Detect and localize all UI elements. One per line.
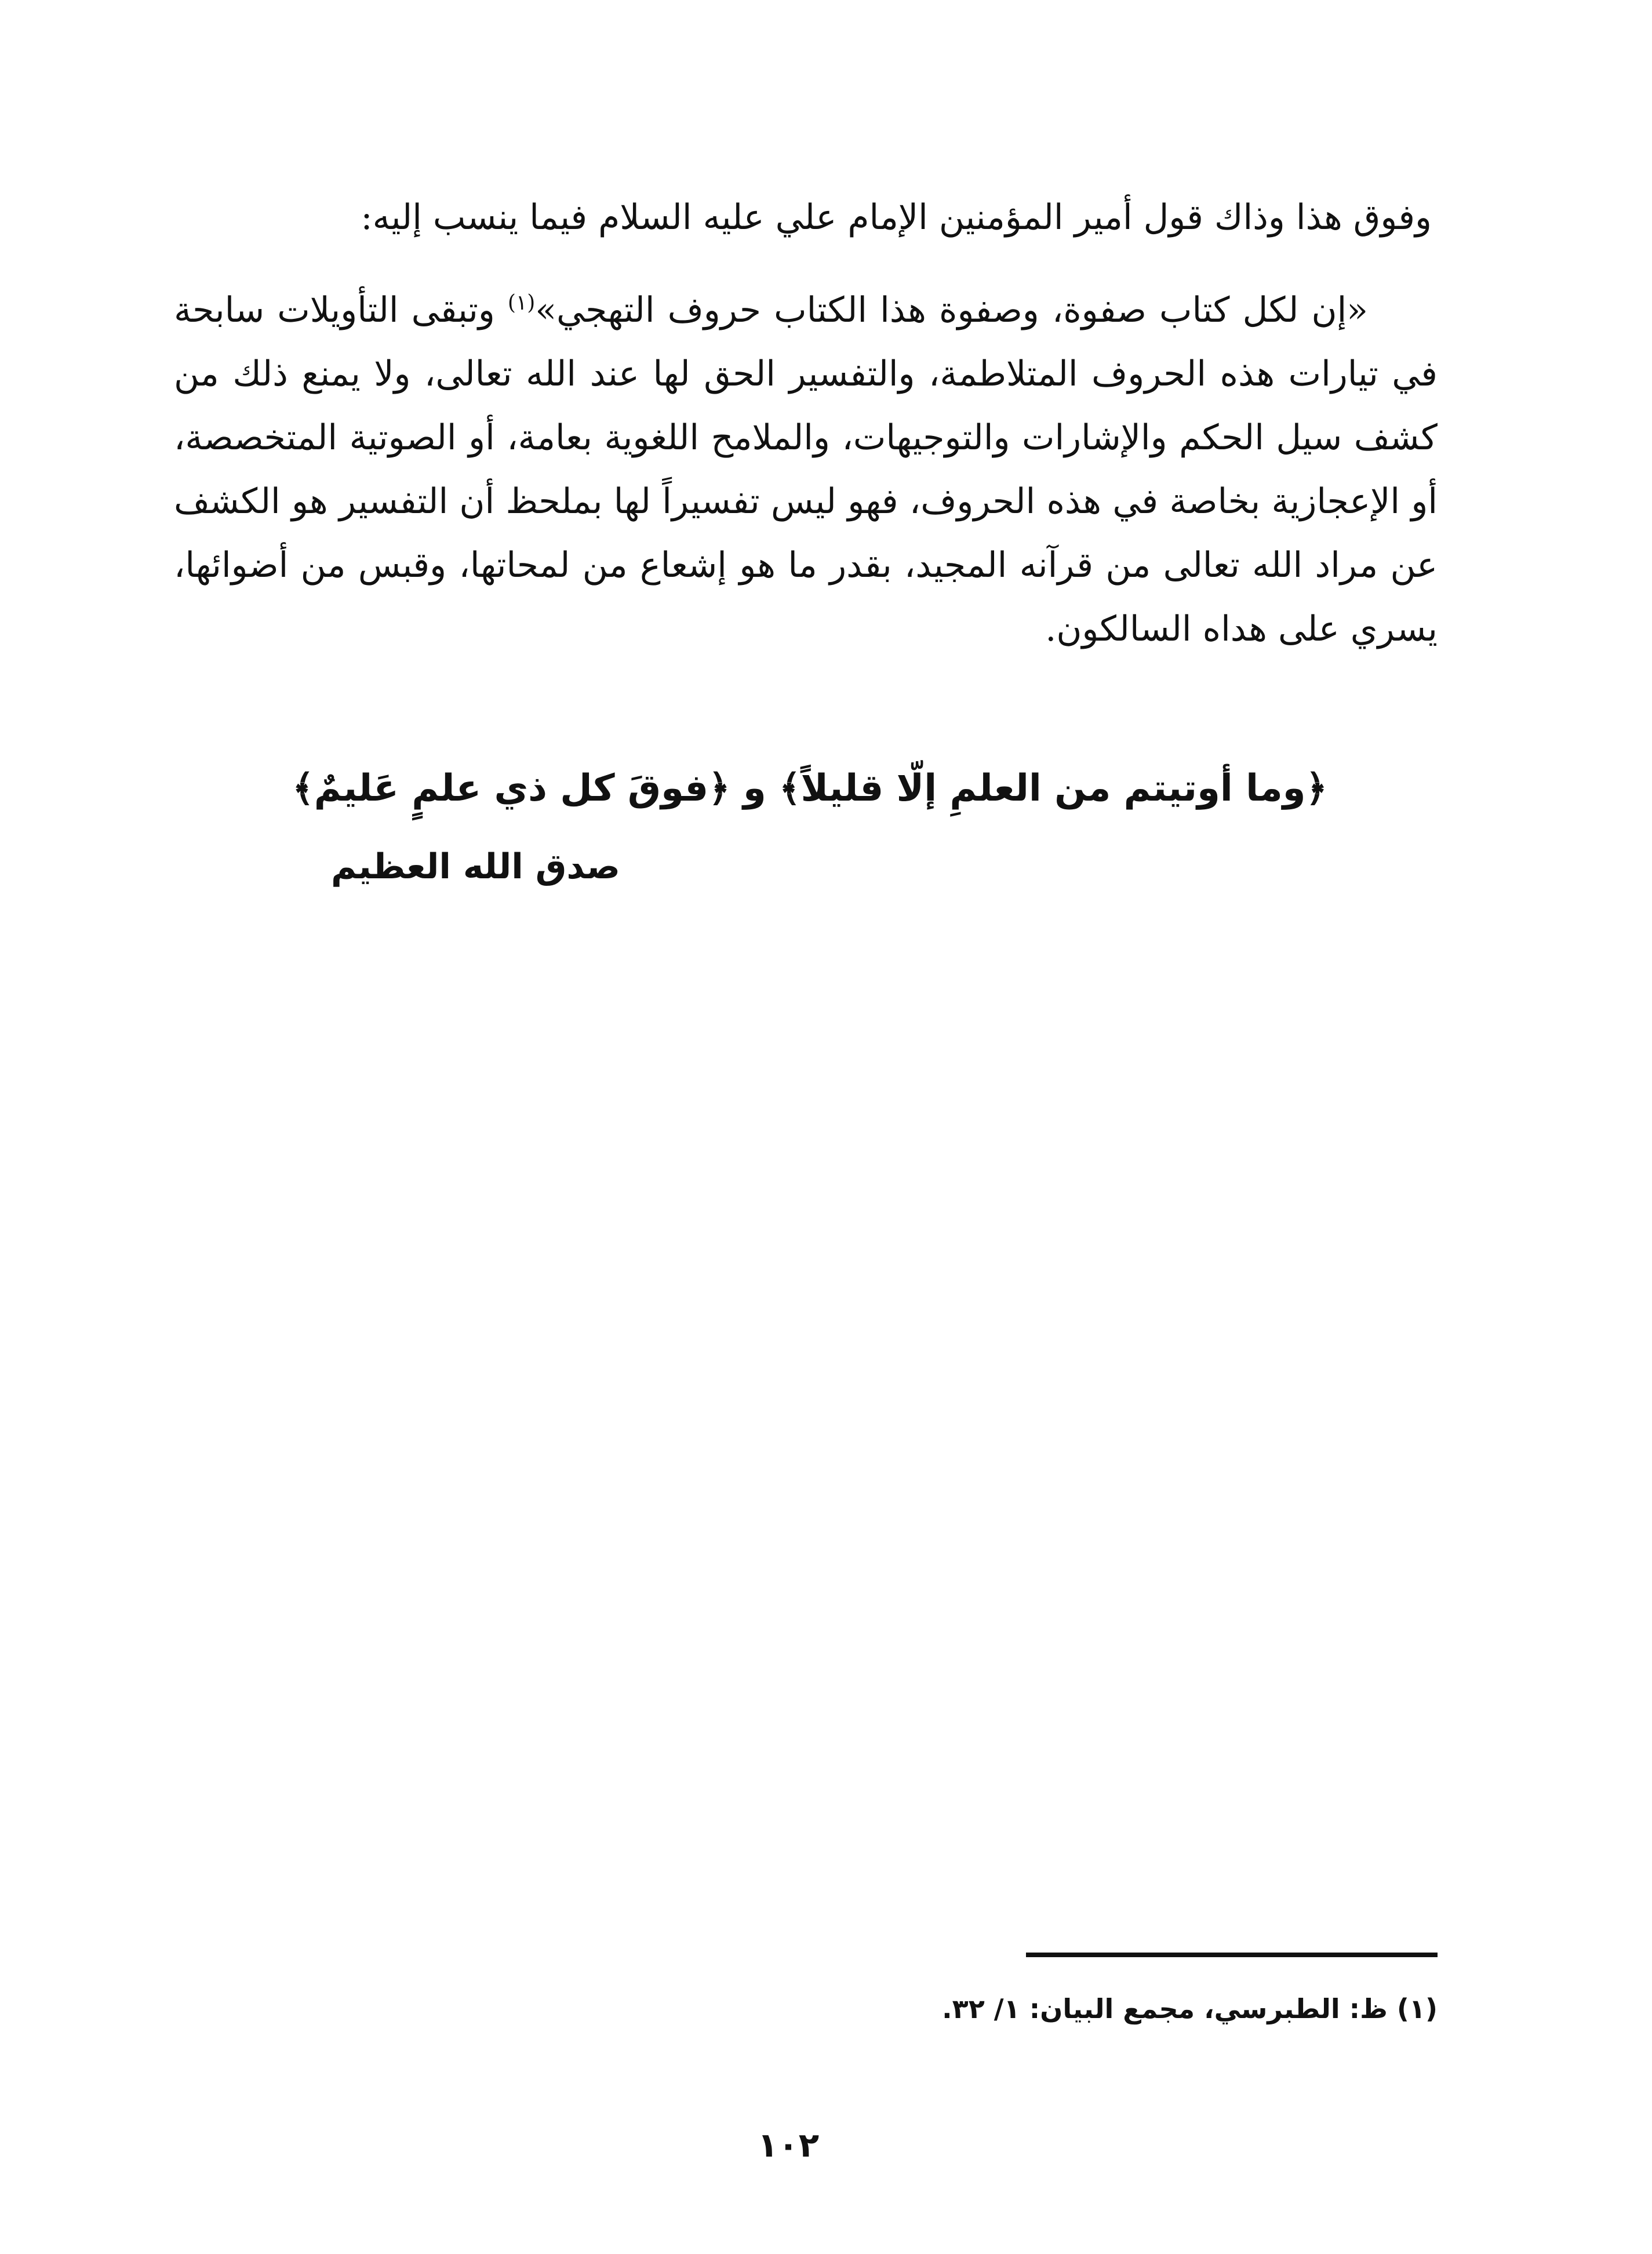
intro-paragraph: وفوق هذا وذاك قول أمير المؤمنين الإمام علي عليه السلام فيما ينسب إليه:: [361, 197, 1432, 238]
footnote: (١) ظ: الطبرسي، مجمع البيان: ١/ ٣٢.: [942, 1993, 1438, 2024]
closing-phrase: صدق الله العظيم: [331, 846, 620, 887]
page-number: ١٠٢: [757, 2125, 820, 2165]
footnote-divider: [1026, 1953, 1438, 1957]
quote-continuation: وتبقى التأويلات سابحة في تيارات هذه الحروف المتلاطمة، والتفسير الحق لها عند الله تعالى، ولا يمنع ذلك من كشف سيل الحكم والإشارات والتوجيهات، والملامح اللغوية بعامة، أو الصوتية المتخصصة، أو الإعجازية بخاصة في هذه الحروف، فهو ليس تفسيراً لها بملحظ أن التفسير هو الكشف عن مراد الله تعالى من قرآنه المجيد، بقدر ما هو إشعاع من لمحاتها، وقبس من أضوائها، يسري على هداه السالكون.: [174, 290, 1438, 649]
footnote-reference: (١): [507, 291, 536, 315]
quranic-verses: ﴿وما أوتيتم من العلمِ إلّا قليلاً﴾ و ﴿فوقَ كل ذي علمٍ عَليمٌ﴾: [292, 767, 1327, 810]
quote-opening: «إن لكل كتاب صفوة، وصفوة هذا الكتاب حروف التهجي»: [535, 290, 1368, 330]
quote-paragraph: [174, 278, 1438, 742]
